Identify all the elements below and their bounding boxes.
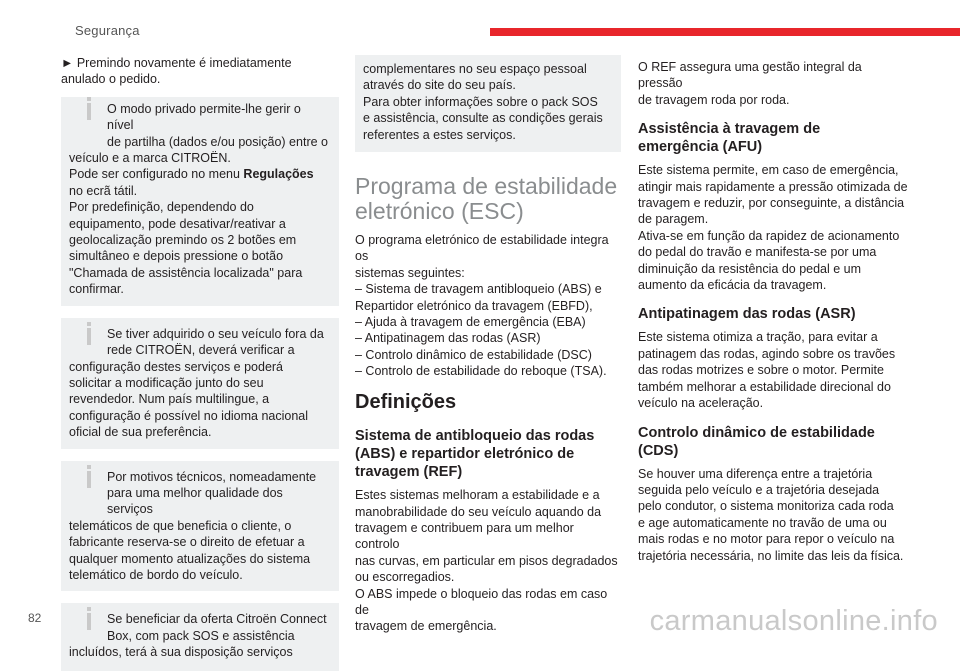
info-line: referentes a estes serviços. (363, 127, 516, 142)
section-title-esc (355, 174, 621, 224)
info-line: O modo privado permite-lhe gerir o nível (107, 101, 301, 133)
column-3 (638, 55, 908, 564)
menu-name-settings: Regulações (243, 167, 314, 182)
text-line: travagem e reduzir, por conseguinte, a distância (638, 196, 905, 211)
text-line: trajetória necessária, no limite das leis da física. (638, 548, 904, 563)
text-line: de travagem roda por roda. (638, 92, 790, 107)
text-line: travagem e contribuem para um melhor controlo (355, 520, 574, 552)
heading-line: (CDS) (638, 442, 679, 459)
text-line: Repartidor eletrónico da travagem (EBFD), (355, 298, 593, 313)
text-line: do pedal do travão e manifesta-se por uma (638, 245, 877, 260)
text-line: nas curvas, em particular em pisos degradados (355, 553, 618, 568)
info-line: veículo e a marca CITROËN. (69, 151, 231, 166)
info-line: "Chamada de assistência localizada" para (69, 265, 303, 280)
heading-line: Sistema de antibloqueio das rodas (355, 428, 595, 445)
text-line: O REF assegura uma gestão integral da pressão (638, 60, 862, 91)
info-line: oficial de sua preferência. (69, 425, 212, 440)
info-line: confirmar. (69, 282, 124, 297)
text-line: Este sistema otimiza a tração, para evitar a (638, 330, 878, 345)
info-line: equipamento, pode desativar/reativar a (69, 216, 286, 231)
info-box-connect-box-continued (355, 55, 621, 152)
list-item: – Controlo de estabilidade do reboque (TSA). (355, 364, 607, 379)
heading-line: Assistência à travagem de (638, 121, 821, 138)
page-number: 82 (28, 611, 42, 625)
text-line: pelo condutor, o sistema monitoriza cada roda (638, 499, 894, 514)
text-line: ou escorregadios. (355, 570, 455, 585)
abs-body (355, 487, 621, 635)
info-line (69, 166, 329, 182)
text-line: diminuição da resistência do pedal e um (638, 261, 862, 276)
info-line: simultâneo e depois pressione o botão (69, 249, 284, 264)
text-line: atingir mais rapidamente a pressão otimizada de (638, 179, 908, 194)
info-line: Por predefinição, dependendo do (69, 200, 254, 215)
watermark: carmanualsonline.info (649, 605, 938, 637)
heading-afu (638, 120, 908, 156)
text-line: também melhorar a estabilidade direcional do (638, 379, 891, 394)
text-line: seguida pelo veículo e a trajetória desejada (638, 482, 880, 497)
info-line: Box, com pack SOS e assistência (107, 628, 295, 643)
info-icon (87, 328, 91, 345)
text-line: de paragem. (638, 212, 709, 227)
list-item: – Antipatinagem das rodas (ASR) (355, 331, 541, 346)
info-box-private-mode (61, 97, 339, 306)
info-line: telemáticos de que beneficia o cliente, o (69, 518, 292, 533)
cds-body (638, 466, 908, 564)
text-line: Se houver uma diferença entre a trajetória (638, 466, 873, 481)
heading-line: emergência (AFU) (638, 139, 763, 156)
text-line: manobrabilidade do seu veículo aquando da (355, 504, 602, 519)
list-item: – Controlo dinâmico de estabilidade (DSC) (355, 347, 592, 362)
afu-body (638, 162, 908, 293)
text-line: mais rodas e no motor para repor o veículo na (638, 532, 895, 547)
info-icon (87, 471, 91, 488)
heading-asr: Antipatinagem das rodas (ASR) (638, 306, 856, 323)
text-line: patinagem das rodas, agindo sobre os travões (638, 346, 896, 361)
text-line: Este sistema permite, em caso de emergência, (638, 163, 899, 178)
text-line: O ABS impede o bloqueio das rodas em caso de (355, 586, 608, 617)
info-line: fabricante reserva-se o direito de efetuar a (69, 535, 305, 550)
column-2 (355, 55, 621, 635)
heading-line: travagem (REF) (355, 464, 463, 481)
info-line: incluídos, terá à sua disposição serviços (69, 645, 293, 660)
info-text: Pode ser configurado no menu (69, 167, 244, 182)
section-title-definitions: Definições (355, 390, 457, 413)
esc-intro (355, 232, 621, 380)
list-item: – Sistema de travagem antibloqueio (ABS) e (355, 282, 602, 297)
info-icon (87, 613, 91, 630)
info-line: qualquer momento atualizações do sistema (69, 551, 311, 566)
title-line: eletrónico (ESC) (355, 198, 524, 225)
text-line: Ativa-se em função da rapidez de acionamento (638, 228, 900, 243)
text-line: veículo na aceleração. (638, 396, 764, 411)
info-box-connect-box (61, 603, 339, 670)
info-line: de partilha (dados e/ou posição) entre o (107, 134, 328, 149)
info-line: configuração é possível no idioma nacional (69, 408, 309, 423)
info-line: Se beneficiar da oferta Citroën Connect (107, 612, 327, 627)
info-line: para uma melhor qualidade dos serviços (107, 485, 283, 517)
ref-body (638, 59, 908, 108)
heading-abs-ref (355, 427, 621, 481)
header-accent-bar (490, 28, 960, 36)
title-line: Programa de estabilidade (355, 173, 618, 200)
section-header-title: Segurança (75, 23, 140, 38)
info-line: geolocalização premindo os 2 botões em (69, 233, 297, 248)
info-line: Se tiver adquirido o seu veículo fora da (107, 326, 324, 341)
paragraph-cancel: ► Premindo novamente é imediatamente anulado o pedido. (61, 56, 292, 87)
text-line: e age automaticamente no travão de uma ou (638, 515, 887, 530)
info-line: revendedor. Num país multilingue, a (69, 392, 270, 407)
text-line: O programa eletrónico de estabilidade integra os (355, 233, 609, 264)
info-line: Para obter informações sobre o pack SOS (363, 94, 598, 109)
info-line: e assistência, consulte as condições gerais (363, 111, 603, 126)
info-box-outside-network (61, 318, 339, 449)
info-line: telemático de bordo do veículo. (69, 567, 243, 582)
text-line: travagem de emergência. (355, 619, 497, 634)
info-line: solicitar a modificação junto do seu (69, 375, 264, 390)
info-icon (87, 103, 91, 120)
info-line: Por motivos técnicos, nomeadamente (107, 469, 317, 484)
text-line: aumento da eficácia da travagem. (638, 278, 827, 293)
list-item: – Ajuda à travagem de emergência (EBA) (355, 315, 586, 330)
asr-body (638, 329, 908, 411)
text-line: das rodas motrizes e sobre o motor. Permite (638, 363, 884, 378)
info-line: no ecrã tátil. (69, 183, 138, 198)
heading-cds (638, 424, 908, 460)
heading-line: Controlo dinâmico de estabilidade (638, 424, 875, 441)
text-line: Estes sistemas melhoram a estabilidade e a (355, 488, 600, 503)
info-line: complementares no seu espaço pessoal (363, 62, 587, 76)
info-line: configuração destes serviços e poderá (69, 359, 284, 374)
text-line: sistemas seguintes: (355, 265, 465, 280)
column-1 (61, 55, 339, 671)
info-line: rede CITROËN, deverá verificar a (107, 343, 295, 358)
heading-line: (ABS) e repartidor eletrónico de (355, 446, 575, 463)
info-box-technical-reasons (61, 461, 339, 592)
info-line: através do site do seu país. (363, 78, 516, 93)
